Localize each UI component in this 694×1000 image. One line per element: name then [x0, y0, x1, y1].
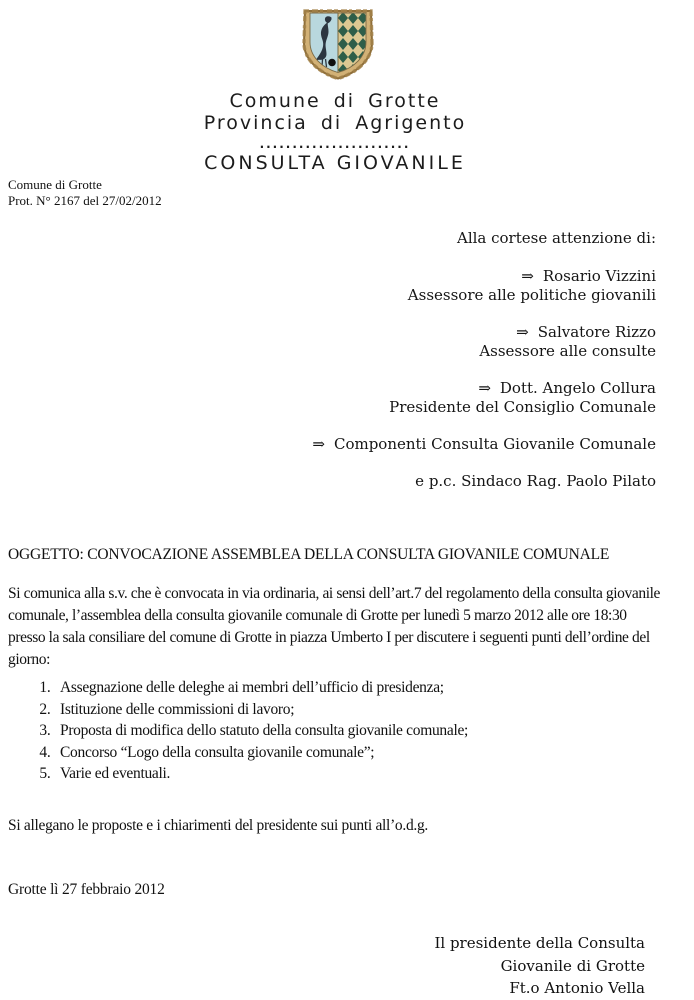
agenda-item: 3. Proposta di modifica dello statuto della consulta giovanile comunale;: [54, 720, 694, 742]
attention-heading: Alla cortese attenzione di:: [456, 229, 656, 247]
subject-line: OGGETTO: CONVOCAZIONE ASSEMBLEA DELLA CONSULTA GIOVANILE COMUNALE: [8, 546, 610, 563]
org-header: [0, 90, 670, 174]
agenda-item: 1. Assegnazione delle deleghe ai membri dell’ufficio di presidenza;: [54, 677, 694, 699]
recipient-name: Salvatore Rizzo: [537, 323, 656, 341]
protocol-org: Comune di Grotte: [8, 177, 102, 192]
agenda-item: 4. Concorso “Logo della consulta giovanile comunale”;: [54, 742, 694, 764]
recipient-role: Presidente del Consiglio Comunale: [389, 398, 656, 416]
council-name: CONSULTA GIOVANILE: [204, 152, 466, 174]
agenda-list: [8, 677, 694, 785]
protocol-number: Prot. N° 2167 del 27/02/2012: [8, 192, 162, 208]
double-arrow-icon: ⇒: [521, 267, 534, 285]
double-arrow-icon: ⇒: [312, 435, 325, 453]
recipient-role: Assessore alle consulte: [479, 342, 656, 360]
recipient-name: Dott. Angelo Collura: [499, 379, 656, 397]
protocol-block: [8, 177, 162, 208]
attention-block: [312, 229, 656, 491]
agenda-item: 2. Istituzione delle commissioni di lavoro;: [54, 699, 694, 721]
black-ball: [328, 59, 336, 67]
recipient: [312, 267, 656, 305]
dateline: Grotte lì 27 febbraio 2012: [8, 881, 165, 898]
agenda-item: 5. Varie ed eventuali.: [54, 763, 694, 785]
attachments-note: Si allegano le proposte e i chiarimenti del presidente sui punti all’o.d.g.: [8, 817, 429, 834]
province-name: Provincia di Agrigento: [203, 112, 467, 134]
recipient-role: Assessore alle politiche giovanili: [407, 286, 656, 304]
signature-line: Il presidente della Consulta: [434, 934, 645, 952]
signature-line: Giovanile di Grotte: [500, 956, 645, 975]
signature-line: Ft.o Antonio Vella: [509, 979, 645, 997]
body-paragraph: Si comunica alla s.v. che è convocata in via ordinaria, ai sensi dell’art.7 del regolamento della consulta giovanile comunale, l’assemblea della consulta giovanile comunale di Grotte per lunedì 5 marzo 2012 alle ore 18:30 presso la sala consiliare del comune di Grotte in piazza Umberto I per discutere i seguenti punti dell’ordine del giorno:: [8, 585, 661, 668]
recipient: [312, 379, 656, 417]
signature-block: [434, 932, 645, 1000]
recipient: [312, 323, 656, 361]
double-arrow-icon: ⇒: [478, 379, 491, 397]
recipient: [312, 435, 656, 454]
coat-of-arms-icon: [296, 7, 380, 83]
recipient-name: Rosario Vizzini: [542, 267, 656, 285]
double-arrow-icon: ⇒: [516, 323, 529, 341]
dotted-separator: .......................: [259, 137, 411, 151]
cc-line: e p.c. Sindaco Rag. Paolo Pilato: [415, 472, 656, 490]
municipality-name: Comune di Grotte: [229, 90, 441, 112]
recipient-name: Componenti Consulta Giovanile Comunale: [333, 435, 656, 453]
